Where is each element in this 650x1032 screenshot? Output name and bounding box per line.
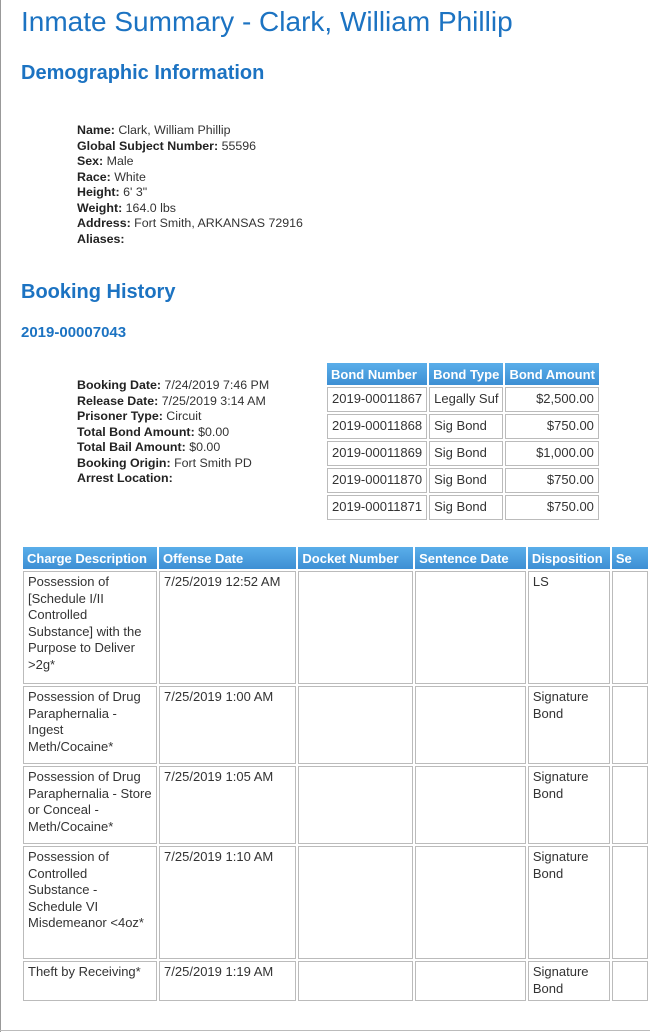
field-prisoner-type: Prisoner Type: Circuit — [77, 409, 202, 423]
sentence-date-cell — [415, 846, 526, 959]
bond-type-cell: Legally Suf — [429, 387, 503, 412]
charge-row — [23, 571, 648, 684]
bond-amount-cell: $2,500.00 — [505, 387, 598, 412]
field-address: Address: Fort Smith, ARKANSAS 72916 — [77, 216, 303, 230]
page-title: Inmate Summary - Clark, William Phillip — [21, 6, 513, 37]
bond-amount-cell: $750.00 — [505, 414, 598, 439]
disposition-cell: Signature Bond — [528, 686, 610, 764]
offense-date-cell: 7/25/2019 1:19 AM — [159, 961, 296, 1001]
field-global-subject-number: Global Subject Number: 55596 — [77, 138, 257, 153]
field-booking-date: Booking Date: 7/24/2019 7:46 PM — [77, 378, 270, 392]
charge-description-cell: Theft by Receiving* — [23, 961, 157, 1001]
bond-type-cell: Sig Bond — [429, 468, 503, 493]
sentence-date-cell — [415, 766, 526, 844]
bond-type-header: Bond Type — [429, 363, 503, 385]
charge-description-cell: Possession of Drug Paraphernalia - Ingest Meth/Cocaine* — [23, 686, 157, 764]
field-race: Race: White — [77, 169, 146, 184]
field-height: Height: 6' 3" — [77, 185, 148, 199]
demographic-heading: Demographic Information — [21, 62, 265, 84]
field-name: Name: Clark, William Phillip — [77, 123, 231, 137]
field-sex: Sex: Male — [77, 154, 134, 168]
field-aliases: Aliases: — [77, 231, 125, 246]
disposition-cell: Signature Bond — [528, 961, 610, 1001]
charge-description-cell: Possession of Controlled Substance - Schedule VI Misdemeanor <4oz* — [23, 846, 157, 959]
sentence-date-header: Sentence Date — [415, 547, 526, 569]
docket-number-cell — [298, 571, 413, 684]
sentence-cell — [612, 961, 648, 1001]
docket-number-cell — [298, 961, 413, 1001]
bond-type-cell: Sig Bond — [429, 495, 503, 520]
bond-amount-cell: $1,000.00 — [505, 441, 598, 466]
charge-row — [23, 961, 648, 1001]
disposition-header: Disposition — [528, 547, 610, 569]
docket-number-cell — [298, 766, 413, 844]
field-total-bond-amount: Total Bond Amount: $0.00 — [77, 424, 230, 439]
docket-number-cell — [298, 846, 413, 959]
offense-date-cell: 7/25/2019 12:52 AM — [159, 571, 296, 684]
bond-number-cell: 2019-00011870 — [327, 468, 427, 493]
booking-history-heading: Booking History — [21, 281, 176, 303]
docket-number-header: Docket Number — [298, 547, 413, 569]
offense-date-cell: 7/25/2019 1:10 AM — [159, 846, 296, 959]
bond-amount-cell: $750.00 — [505, 468, 598, 493]
charge-description-header: Charge Description — [23, 547, 157, 569]
bond-type-cell: Sig Bond — [429, 414, 503, 439]
charge-row — [23, 686, 648, 764]
bond-number-header: Bond Number — [327, 363, 427, 385]
bond-number-cell: 2019-00011871 — [327, 495, 427, 520]
field-total-bail-amount: Total Bail Amount: $0.00 — [77, 440, 221, 454]
charge-description-cell: Possession of [Schedule I/II Controlled Substance] with the Purpose to Deliver >2g* — [23, 571, 157, 684]
sentence-date-cell — [415, 571, 526, 684]
field-release-date: Release Date: 7/25/2019 3:14 AM — [77, 393, 266, 408]
bond-number-cell: 2019-00011868 — [327, 414, 427, 439]
sentence-header: Se — [612, 547, 648, 569]
bond-number-cell: 2019-00011869 — [327, 441, 427, 466]
field-booking-origin: Booking Origin: Fort Smith PD — [77, 455, 252, 470]
bond-type-cell: Sig Bond — [429, 441, 503, 466]
charge-header-row — [23, 547, 648, 569]
sentence-date-cell — [415, 961, 526, 1001]
offense-date-header: Offense Date — [159, 547, 296, 569]
field-weight: Weight: 164.0 lbs — [77, 200, 176, 215]
charge-description-cell: Possession of Drug Paraphernalia - Store or Conceal - Meth/Cocaine* — [23, 766, 157, 844]
disposition-cell: Signature Bond — [528, 846, 610, 959]
bond-amount-header: Bond Amount — [505, 363, 598, 385]
sentence-cell — [612, 766, 648, 844]
disposition-cell: LS — [528, 571, 610, 684]
field-arrest-location: Arrest Location: — [77, 471, 173, 485]
page-bottom-border — [0, 1030, 650, 1031]
sentence-cell — [612, 686, 648, 764]
disposition-cell: Signature Bond — [528, 766, 610, 844]
charge-row — [23, 766, 648, 844]
booking-number: 2019-00007043 — [21, 324, 127, 341]
offense-date-cell: 7/25/2019 1:00 AM — [159, 686, 296, 764]
offense-date-cell: 7/25/2019 1:05 AM — [159, 766, 296, 844]
sentence-date-cell — [415, 686, 526, 764]
charge-row — [23, 846, 648, 959]
sentence-cell — [612, 846, 648, 959]
docket-number-cell — [298, 686, 413, 764]
bond-amount-cell: $750.00 — [505, 495, 598, 520]
bond-number-cell: 2019-00011867 — [327, 387, 427, 412]
sentence-cell — [612, 571, 648, 684]
charge-table — [21, 545, 650, 1003]
